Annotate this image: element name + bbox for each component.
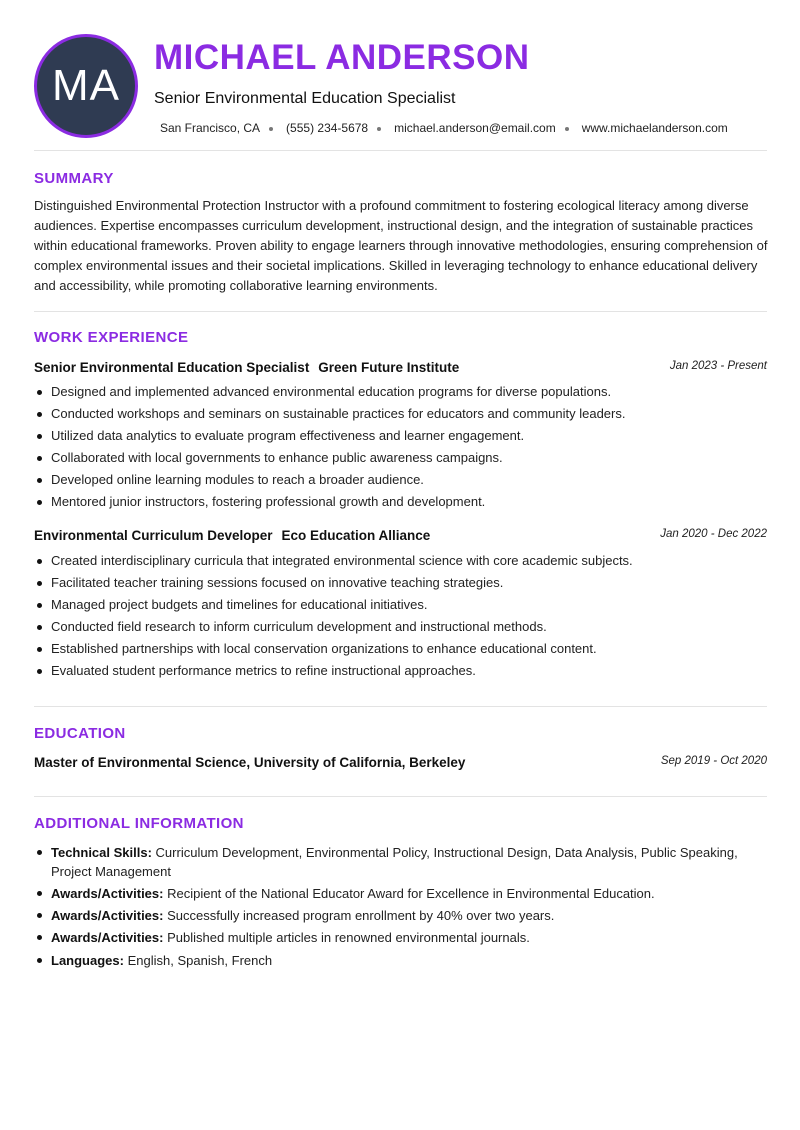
contact-email[interactable]: michael.anderson@email.com: [394, 121, 556, 135]
additional-info-heading: ADDITIONAL INFORMATION: [34, 815, 244, 832]
list-item: Conducted workshops and seminars on sustainable practices for educators and community leaders.: [34, 405, 767, 427]
job-header: [34, 527, 767, 545]
education-degree: Master of Environmental Science, University of California, Berkeley: [34, 755, 466, 770]
education-dates: Sep 2019 - Oct 2020: [660, 755, 767, 767]
list-item: Evaluated student performance metrics to refine instructional approaches.: [34, 662, 767, 684]
job-company: Eco Education Alliance: [281, 528, 431, 543]
item-text: Published multiple articles in renowned environmental journals.: [167, 930, 530, 945]
summary-heading: SUMMARY: [34, 170, 114, 187]
list-item: Developed online learning modules to reach a broader audience.: [34, 471, 767, 493]
list-item: Conducted field research to inform curriculum development and instructional methods.: [34, 618, 767, 640]
resume-header: [34, 34, 767, 138]
list-item: Established partnerships with local conservation organizations to enhance educational content.: [34, 640, 767, 662]
item-text: Recipient of the National Educator Award for Excellence in Environmental Education.: [167, 886, 655, 901]
item-label: Awards/Activities:: [51, 886, 164, 901]
item-label: Languages:: [51, 953, 124, 968]
list-item: Managed project budgets and timelines for educational initiatives.: [34, 596, 767, 618]
dot-separator-icon: [269, 127, 273, 131]
contact-phone: (555) 234-5678: [286, 121, 369, 135]
contact-location: San Francisco, CA: [160, 121, 261, 135]
list-item: Created interdisciplinary curricula that integrated environmental science with core academic subjects.: [34, 552, 767, 574]
section-divider: [34, 311, 767, 312]
item-label: Awards/Activities:: [51, 930, 164, 945]
avatar: [34, 34, 138, 138]
additional-info-list: [34, 843, 767, 973]
list-item: Utilized data analytics to evaluate program effectiveness and learner engagement.: [34, 427, 767, 449]
summary-text: Distinguished Environmental Protection Instructor with a profound commitment to fostering ecological literacy among diverse audiences. Expertise encompasses curriculum development, instructional design, and the integration of sustainable practices within educational frameworks. Proven ability to engage learners through innovative methodologies, ensuring comprehension of complex environmental issues and their societal implications. Skilled in leveraging technology to enhance educational delivery and accessibility, while promoting collaborative learning environments.: [34, 198, 768, 293]
work-experience-heading: WORK EXPERIENCE: [34, 329, 189, 346]
list-item: [34, 928, 767, 947]
job-bullet-list: [34, 552, 767, 684]
avatar-initials: MA: [52, 61, 120, 110]
list-item: Mentored junior instructors, fostering professional growth and development.: [34, 493, 767, 515]
education-heading: EDUCATION: [34, 725, 126, 742]
list-item: Designed and implemented advanced environmental education programs for diverse populations.: [34, 383, 767, 405]
candidate-name: MICHAEL ANDERSON: [154, 38, 530, 77]
list-item: [34, 951, 767, 970]
job-dates: Jan 2023 - Present: [669, 360, 767, 372]
item-label: Technical Skills:: [51, 845, 152, 860]
job-company: Green Future Institute: [318, 360, 460, 375]
section-divider: [34, 150, 767, 151]
item-text: English, Spanish, French: [127, 953, 273, 968]
job-role: Senior Environmental Education Specialist: [34, 360, 310, 375]
list-item: [34, 884, 767, 903]
job-role: Environmental Curriculum Developer: [34, 528, 273, 543]
candidate-title: Senior Environmental Education Specialist: [154, 90, 456, 107]
contact-website[interactable]: www.michaelanderson.com: [581, 121, 728, 135]
job-bullet-list: [34, 383, 767, 515]
education-entry: [34, 754, 767, 772]
job-dates: Jan 2020 - Dec 2022: [660, 528, 767, 540]
list-item: [34, 906, 767, 925]
job-header: [34, 359, 767, 377]
section-divider: [34, 706, 767, 707]
item-text: Successfully increased program enrollment by 40% over two years.: [167, 908, 555, 923]
dot-separator-icon: [377, 127, 381, 131]
list-item: Collaborated with local governments to enhance public awareness campaigns.: [34, 449, 767, 471]
list-item: [34, 843, 767, 881]
section-divider: [34, 796, 767, 797]
item-label: Awards/Activities:: [51, 908, 164, 923]
dot-separator-icon: [565, 127, 569, 131]
contact-line: [160, 121, 728, 135]
list-item: Facilitated teacher training sessions focused on innovative teaching strategies.: [34, 574, 767, 596]
item-text: Curriculum Development, Environmental Policy, Instructional Design, Data Analysis, Public Speaking, Project Management: [51, 845, 738, 879]
